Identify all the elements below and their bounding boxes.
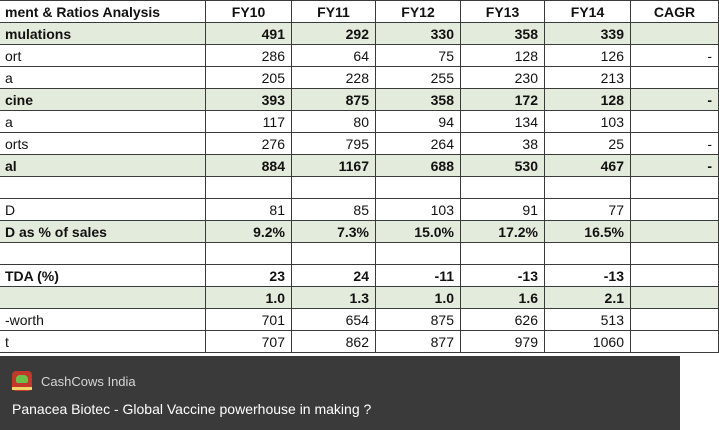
- table-row: [0, 243, 719, 265]
- row-label-cell: [0, 287, 206, 309]
- table-cell: 81: [206, 199, 292, 221]
- table-cell: 1167: [292, 155, 376, 177]
- table-cell: 513: [545, 309, 631, 331]
- table-cell: 1060: [545, 331, 631, 353]
- table-row: [0, 23, 719, 45]
- table-cell: [292, 177, 376, 199]
- table-cell: 126: [545, 45, 631, 67]
- table-cell: 264: [376, 133, 461, 155]
- row-label-cell: -worth: [0, 309, 206, 331]
- table-cell: 795: [292, 133, 376, 155]
- table-cell: 276: [206, 133, 292, 155]
- row-label-cell: [0, 243, 206, 265]
- table-cell: [631, 221, 719, 243]
- row-label-cell: [0, 177, 206, 199]
- table-cell: 15.0%: [376, 221, 461, 243]
- table-row: [0, 331, 719, 353]
- table-row: [0, 287, 719, 309]
- table-cell: 286: [206, 45, 292, 67]
- table-cell: 877: [376, 331, 461, 353]
- link-preview-footer[interactable]: [0, 356, 680, 430]
- table-cell: -: [631, 89, 719, 111]
- table-cell: 654: [292, 309, 376, 331]
- source-attribution[interactable]: [12, 371, 136, 391]
- table-cell: 701: [206, 309, 292, 331]
- table-row: [0, 111, 719, 133]
- table-cell: [461, 243, 545, 265]
- table-cell: [545, 177, 631, 199]
- table-cell: [545, 243, 631, 265]
- table-cell: 128: [545, 89, 631, 111]
- row-label-cell: a: [0, 67, 206, 89]
- table-cell: 75: [376, 45, 461, 67]
- table-cell: [376, 177, 461, 199]
- table-row: [0, 155, 719, 177]
- table-header-row: [0, 1, 719, 23]
- row-label-cell: D: [0, 199, 206, 221]
- table-cell: 7.3%: [292, 221, 376, 243]
- table-cell: 25: [545, 133, 631, 155]
- table-row: [0, 221, 719, 243]
- table-cell: [631, 287, 719, 309]
- header-cell-cagr: CAGR: [631, 1, 719, 23]
- table-cell: 103: [376, 199, 461, 221]
- table-cell: -11: [376, 265, 461, 287]
- table-cell: 23: [206, 265, 292, 287]
- table-cell: [206, 243, 292, 265]
- row-label-cell: orts: [0, 133, 206, 155]
- table-cell: 530: [461, 155, 545, 177]
- table-cell: 358: [461, 23, 545, 45]
- table-cell: [631, 243, 719, 265]
- table-cell: 2.1: [545, 287, 631, 309]
- table-cell: -: [631, 133, 719, 155]
- table-cell: 77: [545, 199, 631, 221]
- row-label-cell: t: [0, 331, 206, 353]
- table-cell: 1.6: [461, 287, 545, 309]
- table-cell: 1.0: [206, 287, 292, 309]
- table-cell: 875: [376, 309, 461, 331]
- table-cell: 213: [545, 67, 631, 89]
- source-name: CashCows India: [41, 373, 136, 389]
- table-cell: 9.2%: [206, 221, 292, 243]
- table-cell: [461, 177, 545, 199]
- table-cell: 205: [206, 67, 292, 89]
- row-label-cell: cine: [0, 89, 206, 111]
- table-cell: -: [631, 155, 719, 177]
- table-cell: 172: [461, 89, 545, 111]
- table-cell: 467: [545, 155, 631, 177]
- table-cell: [631, 177, 719, 199]
- table-cell: 979: [461, 331, 545, 353]
- table-cell: [292, 243, 376, 265]
- table-cell: 230: [461, 67, 545, 89]
- table-row: [0, 45, 719, 67]
- table-row: [0, 265, 719, 287]
- table-cell: 707: [206, 331, 292, 353]
- table-cell: 24: [292, 265, 376, 287]
- table-row: [0, 89, 719, 111]
- table-cell: 80: [292, 111, 376, 133]
- header-cell-fy12: FY12: [376, 1, 461, 23]
- header-label-cell: ment & Ratios Analysis: [0, 1, 206, 23]
- table-cell: [631, 309, 719, 331]
- table-row: [0, 133, 719, 155]
- table-row: [0, 67, 719, 89]
- table-cell: [206, 177, 292, 199]
- row-label-cell: TDA (%): [0, 265, 206, 287]
- table-cell: 17.2%: [461, 221, 545, 243]
- table-row: [0, 177, 719, 199]
- table-cell: 330: [376, 23, 461, 45]
- table-cell: 255: [376, 67, 461, 89]
- table-cell: 875: [292, 89, 376, 111]
- header-cell-fy14: FY14: [545, 1, 631, 23]
- table-cell: [631, 265, 719, 287]
- table-cell: [631, 331, 719, 353]
- row-label-cell: D as % of sales: [0, 221, 206, 243]
- table-cell: 1.3: [292, 287, 376, 309]
- table-cell: 117: [206, 111, 292, 133]
- table-cell: [376, 243, 461, 265]
- table-cell: 85: [292, 199, 376, 221]
- table-cell: 339: [545, 23, 631, 45]
- table-cell: 862: [292, 331, 376, 353]
- table-cell: 103: [545, 111, 631, 133]
- table-row: [0, 309, 719, 331]
- table-row: [0, 199, 719, 221]
- table-cell: 38: [461, 133, 545, 155]
- table-cell: 128: [461, 45, 545, 67]
- table-cell: 134: [461, 111, 545, 133]
- table-cell: 64: [292, 45, 376, 67]
- table-cell: 393: [206, 89, 292, 111]
- table-cell: 228: [292, 67, 376, 89]
- table-cell: 491: [206, 23, 292, 45]
- table-cell: [631, 111, 719, 133]
- table-cell: 884: [206, 155, 292, 177]
- header-cell-fy11: FY11: [292, 1, 376, 23]
- table-cell: -13: [461, 265, 545, 287]
- cashcows-logo-icon: [12, 371, 32, 391]
- row-label-cell: mulations: [0, 23, 206, 45]
- table-cell: 94: [376, 111, 461, 133]
- table-cell: 292: [292, 23, 376, 45]
- table-cell: 1.0: [376, 287, 461, 309]
- table-cell: [631, 67, 719, 89]
- article-headline[interactable]: Panacea Biotec - Global Vaccine powerhouse in making ?: [12, 401, 372, 417]
- table-cell: 91: [461, 199, 545, 221]
- header-cell-fy10: FY10: [206, 1, 292, 23]
- row-label-cell: ort: [0, 45, 206, 67]
- table-cell: 688: [376, 155, 461, 177]
- table-cell: [631, 199, 719, 221]
- table-cell: -13: [545, 265, 631, 287]
- table-cell: -: [631, 45, 719, 67]
- table-cell: 16.5%: [545, 221, 631, 243]
- row-label-cell: a: [0, 111, 206, 133]
- row-label-cell: al: [0, 155, 206, 177]
- table-cell: 626: [461, 309, 545, 331]
- header-cell-fy13: FY13: [461, 1, 545, 23]
- table-cell: 358: [376, 89, 461, 111]
- table-cell: [631, 23, 719, 45]
